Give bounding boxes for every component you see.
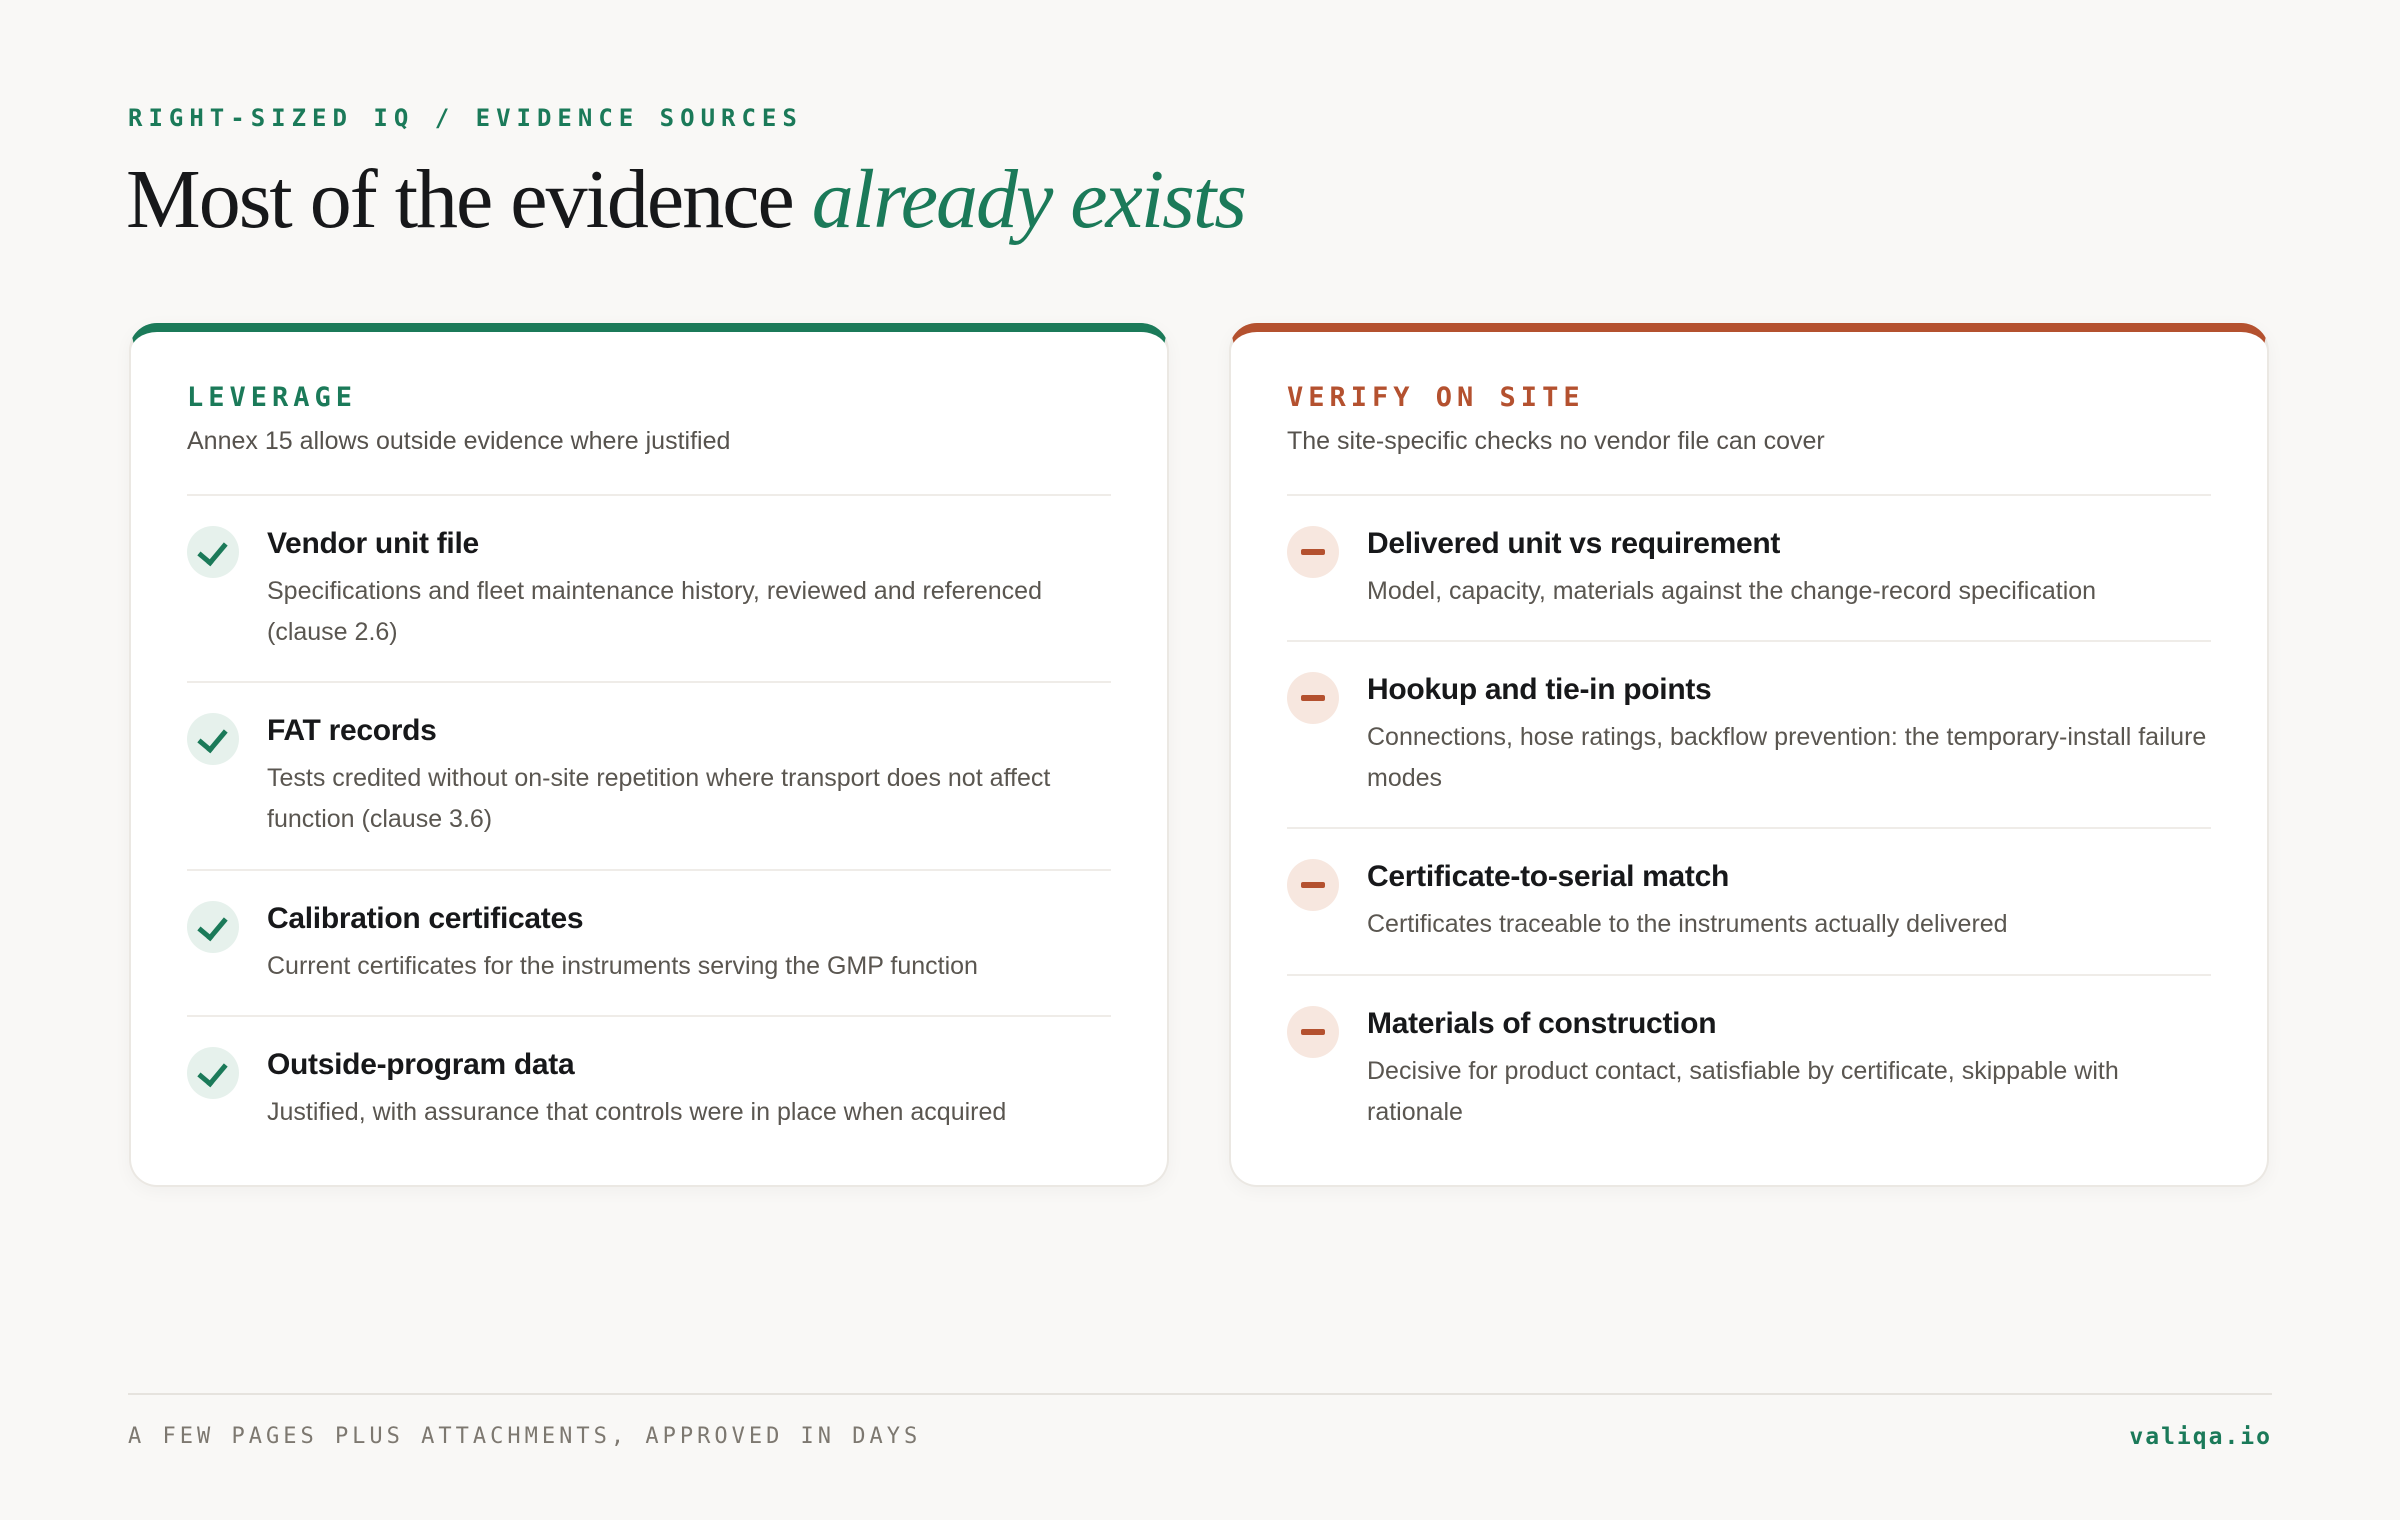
list-item xyxy=(187,683,1111,871)
list-item-description: Tests credited without on-site repetition where transport does not affect function (clause 3.6) xyxy=(267,764,1051,834)
footer-site-link[interactable]: valiqa.io xyxy=(2129,1424,2272,1450)
list-item xyxy=(1287,496,2211,642)
list-item-title: FAT records xyxy=(267,714,437,747)
verify-card-subtitle: The site-specific checks no vendor file can cover xyxy=(1287,425,2211,496)
verify-card xyxy=(1229,323,2269,1187)
list-item-text xyxy=(1367,1004,2211,1134)
check-icon xyxy=(187,713,239,765)
minus-icon xyxy=(1287,859,1339,911)
title-accent: already exists xyxy=(811,153,1245,246)
list-item xyxy=(1287,829,2211,975)
check-icon xyxy=(187,1047,239,1099)
list-item xyxy=(187,871,1111,1017)
list-item-title: Vendor unit file xyxy=(267,526,479,560)
list-item-text xyxy=(267,899,1111,987)
verify-card-label: VERIFY ON SITE xyxy=(1287,382,1585,413)
list-item xyxy=(187,1017,1111,1161)
list-item-description: Model, capacity, materials against the change-record specification xyxy=(1367,576,2097,605)
list-item-title: Certificate-to-serial match xyxy=(1367,860,1730,894)
leverage-card-label: LEVERAGE xyxy=(187,382,358,413)
list-item-description: Current certificates for the instruments serving the GMP function xyxy=(267,951,978,980)
minus-icon xyxy=(1287,1006,1339,1058)
list-item-text xyxy=(267,711,1111,841)
minus-icon xyxy=(1287,672,1339,724)
check-icon xyxy=(187,901,239,953)
page-title xyxy=(126,150,1245,251)
check-icon xyxy=(187,526,239,578)
list-item xyxy=(1287,642,2211,830)
minus-icon xyxy=(1287,526,1339,578)
footer-tagline: A FEW PAGES PLUS ATTACHMENTS, APPROVED IN DAYS xyxy=(128,1424,922,1449)
footer-divider xyxy=(128,1393,2272,1395)
list-item-title: Delivered unit vs requirement xyxy=(1367,526,1781,560)
list-item-text xyxy=(267,524,1111,654)
list-item-description: Justified, with assurance that controls were in place when acquired xyxy=(267,1097,1007,1126)
list-item-text xyxy=(267,1045,1111,1133)
leverage-card-subtitle: Annex 15 allows outside evidence where justified xyxy=(187,425,1111,496)
list-item-title: Materials of construction xyxy=(1367,1006,1717,1040)
list-item xyxy=(187,496,1111,684)
title-main: Most of the evidence xyxy=(126,153,812,246)
leverage-card xyxy=(129,323,1169,1187)
list-item-title: Outside-program data xyxy=(267,1047,575,1081)
list-item-title: Hookup and tie-in points xyxy=(1367,672,1712,706)
list-item-description: Specifications and fleet maintenance history, reviewed and referenced (clause 2.6) xyxy=(267,576,1042,646)
list-item-description: Connections, hose ratings, backflow prevention: the temporary-install failure modes xyxy=(1367,722,2207,792)
list-item-title: Calibration certificates xyxy=(267,901,584,935)
eyebrow-label: RIGHT-SIZED IQ / EVIDENCE SOURCES xyxy=(128,104,803,132)
list-item-description: Certificates traceable to the instruments actually delivered xyxy=(1367,910,2008,939)
list-item-text xyxy=(1367,857,2211,945)
list-item xyxy=(1287,976,2211,1162)
list-item-description: Decisive for product contact, satisfiable by certificate, skippable with rationale xyxy=(1367,1056,2119,1126)
list-item-text xyxy=(1367,524,2211,612)
list-item-text xyxy=(1367,670,2211,800)
